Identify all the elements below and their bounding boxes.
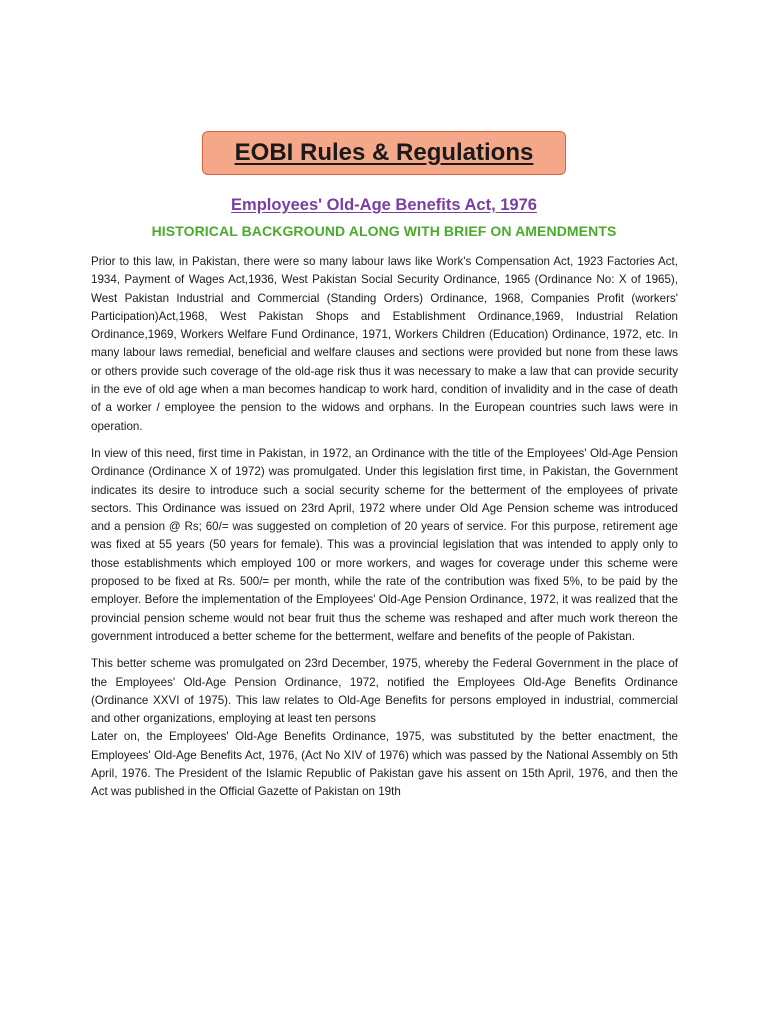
paragraph: This better scheme was promulgated on 23rd December, 1975, whereby the Federal Government in the place of the Employees' Old-Age Pension Ordinance, 1972, notified the Employees Old-Age Benefits Ordinance (Ordinance XXVI of 1975). This law relates to Old-Age Benefits for persons employed in industrial, commercial and other organizations, employing at least ten persons [91, 657, 678, 726]
paragraph: Prior to this law, in Pakistan, there were so many labour laws like Work's Compensation Act, 1923 Factories Act, 1934, Payment of Wages Act,1936, West Pakistan Social Security Ordinance, 1965 (Ordinance No: X of 1965), West Pakistan Industrial and Commercial (Standing Orders) Ordinance, 1968, Companies Profit (workers' Participation)Act,1968, West Pakistan Shops and Establishment Ordinance,1969, Industrial Relation Ordinance,1969, Workers Welfare Fund Ordinance, 1971, Workers Children (Education) Ordinance, 1972, etc. In many labour laws remedial, beneficial and welfare clauses and sections were provided but none from these laws or others provide such coverage of the old-age risk thus it was necessary to make a law that can provide security in the eve of old age when a man becomes handicap to work hard, condition of invalidity and in the case of death of a worker / employee the pension to the widows and orphans. In the European countries such laws were in operation. [91, 255, 678, 433]
document-subtitle: Employees' Old-Age Benefits Act, 1976 [231, 196, 537, 214]
title-banner [202, 131, 566, 175]
document-body [91, 253, 678, 802]
section-heading: HISTORICAL BACKGROUND ALONG WITH BRIEF ON AMENDMENTS [151, 223, 617, 239]
paragraph: In view of this need, first time in Pakistan, in 1972, an Ordinance with the title of the Employees' Old-Age Pension Ordinance (Ordinance X of 1972) was promulgated. Under this legislation first time, in Pakistan, the Government indicates its desire to introduce such a social security scheme for the betterment of the employees of private sectors. This Ordinance was issued on 23rd April, 1972 where under Old Age Pension scheme was introduced and a pension @ Rs; 60/= was suggested on completion of 20 years of service. For this purpose, retirement age was fixed at 55 years (50 years for female). This was a provincial legislation that was intended to apply only to those establishments which employed 100 or more workers, and wages for coverage under this scheme were proposed to be fixed at Rs. 500/= per month, while the rate of the contribution was fixed 5%, to be paid by the employer. Before the implementation of the Employees' Old-Age Pension Ordinance, 1972, it was realized that the provincial pension scheme would not bear fruit thus the scheme was reshaped and after much work thereon the government introduced a better scheme for the betterment, welfare and benefits of the people of Pakistan. [91, 446, 678, 643]
paragraph: Later on, the Employees' Old-Age Benefits Ordinance, 1975, was substituted by the better enactment, the Employees' Old-Age Benefits Act, 1976, (Act No XIV of 1976) which was passed by the National Assembly on 5th April, 1976. The President of the Islamic Republic of Pakistan gave his assent on 15th April, 1976, and then the Act was published in the Official Gazette of Pakistan on 19th [91, 730, 678, 799]
document-title: EOBI Rules & Regulations [234, 139, 534, 166]
